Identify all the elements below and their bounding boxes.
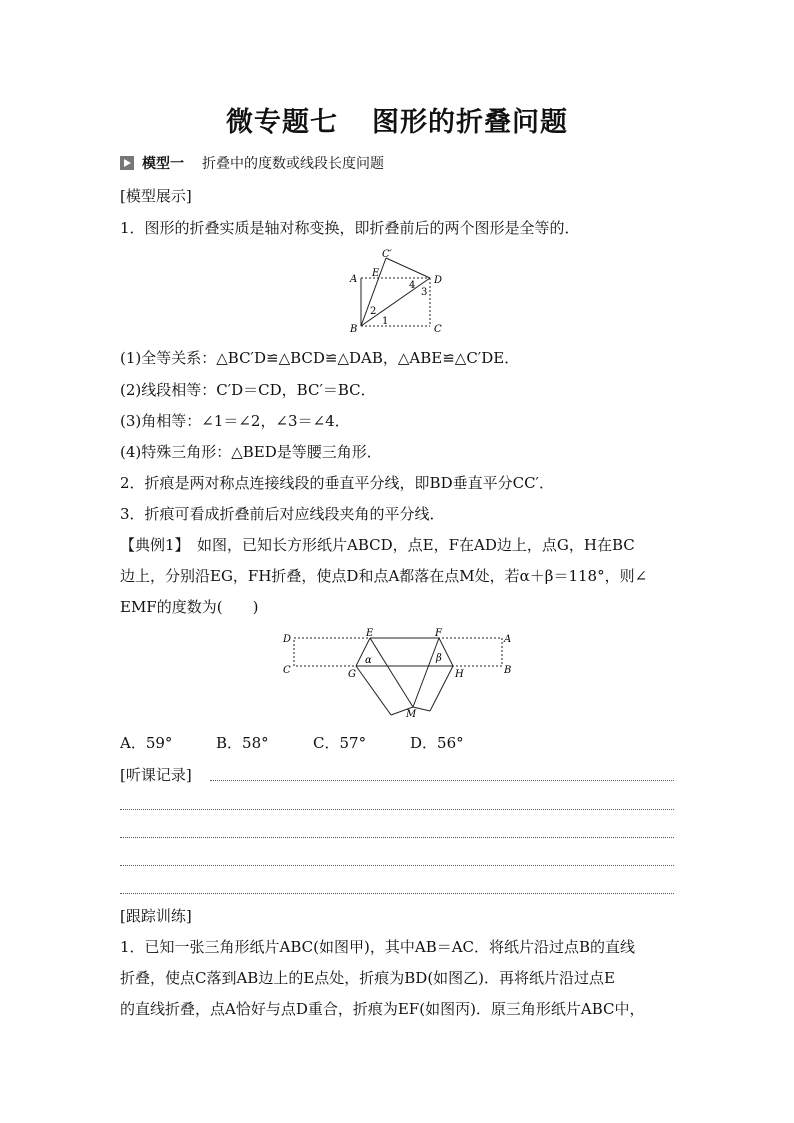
example-1-line-2: 边上，分别沿EG，FH折叠，使点D和点A都落在点M处，若α＋β＝118°，则∠ bbox=[120, 567, 648, 585]
figure-rectangle-fold bbox=[345, 246, 450, 336]
point-1-3: (3)角相等：∠1＝∠2，∠3＝∠4． bbox=[120, 412, 350, 430]
model-label: 模型一 bbox=[142, 156, 184, 172]
title-part1: 微专题七 bbox=[226, 107, 338, 138]
record-line-3[interactable] bbox=[120, 837, 674, 838]
record-line-5[interactable] bbox=[120, 893, 674, 894]
section-show: [模型展示] bbox=[120, 187, 192, 205]
label-G: G bbox=[348, 669, 356, 680]
label-E: E bbox=[372, 268, 380, 279]
label-A: A bbox=[350, 274, 358, 285]
label-C-prime: C′ bbox=[382, 249, 392, 260]
example-1-line-3: EMF的度数为( ) bbox=[120, 598, 259, 616]
point-3: 3．折痕可看成折叠前后对应线段夹角的平分线． bbox=[120, 505, 445, 523]
angle-3: 3 bbox=[421, 287, 428, 298]
folded-edge-H bbox=[430, 666, 453, 711]
fold-line-FM bbox=[413, 638, 439, 707]
angle-2: 2 bbox=[370, 306, 377, 317]
point-1: 1．图形的折叠实质是轴对称变换，即折叠前后的两个图形是全等的． bbox=[120, 219, 580, 237]
record-line-2[interactable] bbox=[120, 809, 674, 810]
option-c[interactable]: C．57° bbox=[313, 734, 367, 752]
answer-options bbox=[120, 733, 464, 753]
record-label: [听课记录] bbox=[120, 766, 192, 784]
play-triangle-icon bbox=[120, 156, 134, 170]
example-1-line-1: 【典例1】 如图，已知长方形纸片ABCD，点E，F在AD边上，点G，H在BC bbox=[120, 536, 635, 554]
point-1-2: (2)线段相等：C′D＝CD，BC′＝BC． bbox=[120, 381, 376, 399]
model-text: 折叠中的度数或线段长度问题 bbox=[202, 156, 384, 172]
figure-rectangle-double-fold bbox=[278, 627, 518, 722]
option-b[interactable]: B．58° bbox=[216, 734, 269, 752]
point-1-4: (4)特殊三角形：△BED是等腰三角形． bbox=[120, 443, 382, 461]
page-title bbox=[0, 100, 794, 139]
label-H: H bbox=[455, 669, 464, 680]
angle-4: 4 bbox=[409, 280, 416, 291]
track-line-3: 的直线折叠，点A恰好与点D重合，折痕为EF(如图丙)．原三角形纸片ABC中， bbox=[120, 1000, 645, 1018]
label-C: C bbox=[283, 665, 291, 676]
label-B: B bbox=[504, 665, 512, 676]
diagonal-BD bbox=[361, 278, 430, 326]
label-beta: β bbox=[436, 653, 442, 664]
label-alpha: α bbox=[365, 655, 372, 666]
label-B: B bbox=[350, 324, 358, 335]
fold-C-prime-D bbox=[386, 258, 430, 278]
label-D: D bbox=[434, 275, 443, 286]
label-M: M bbox=[406, 709, 417, 720]
label-D: D bbox=[283, 634, 292, 645]
track-line-2: 折叠，使点C落到AB边上的E点处，折痕为BD(如图乙)．再将纸片沿过点E bbox=[120, 969, 615, 987]
title-part2: 图形的折叠问题 bbox=[372, 107, 568, 138]
label-C: C bbox=[434, 324, 442, 335]
record-line-4[interactable] bbox=[120, 865, 674, 866]
original-rectangle bbox=[294, 638, 502, 666]
point-2: 2．折痕是两对称点连接线段的垂直平分线，即BD垂直平分CC′． bbox=[120, 474, 554, 492]
label-F: F bbox=[435, 628, 442, 639]
model-header bbox=[120, 154, 384, 174]
angle-1: 1 bbox=[382, 316, 389, 327]
record-line-1[interactable] bbox=[210, 780, 674, 781]
fold-line-EM bbox=[370, 638, 413, 707]
point-1-1: (1)全等关系：△BC′D≌△BCD≌△DAB，△ABE≌△C′DE． bbox=[120, 349, 520, 367]
label-A: A bbox=[504, 634, 512, 645]
option-d[interactable]: D．56° bbox=[410, 734, 464, 752]
track-line-1: 1．已知一张三角形纸片ABC(如图甲)，其中AB＝AC．将纸片沿过点B的直线 bbox=[120, 938, 636, 956]
option-a[interactable]: A．59° bbox=[120, 734, 173, 752]
track-label: [跟踪训练] bbox=[120, 907, 192, 925]
label-E: E bbox=[366, 628, 374, 639]
folded-edge-G bbox=[356, 666, 391, 715]
